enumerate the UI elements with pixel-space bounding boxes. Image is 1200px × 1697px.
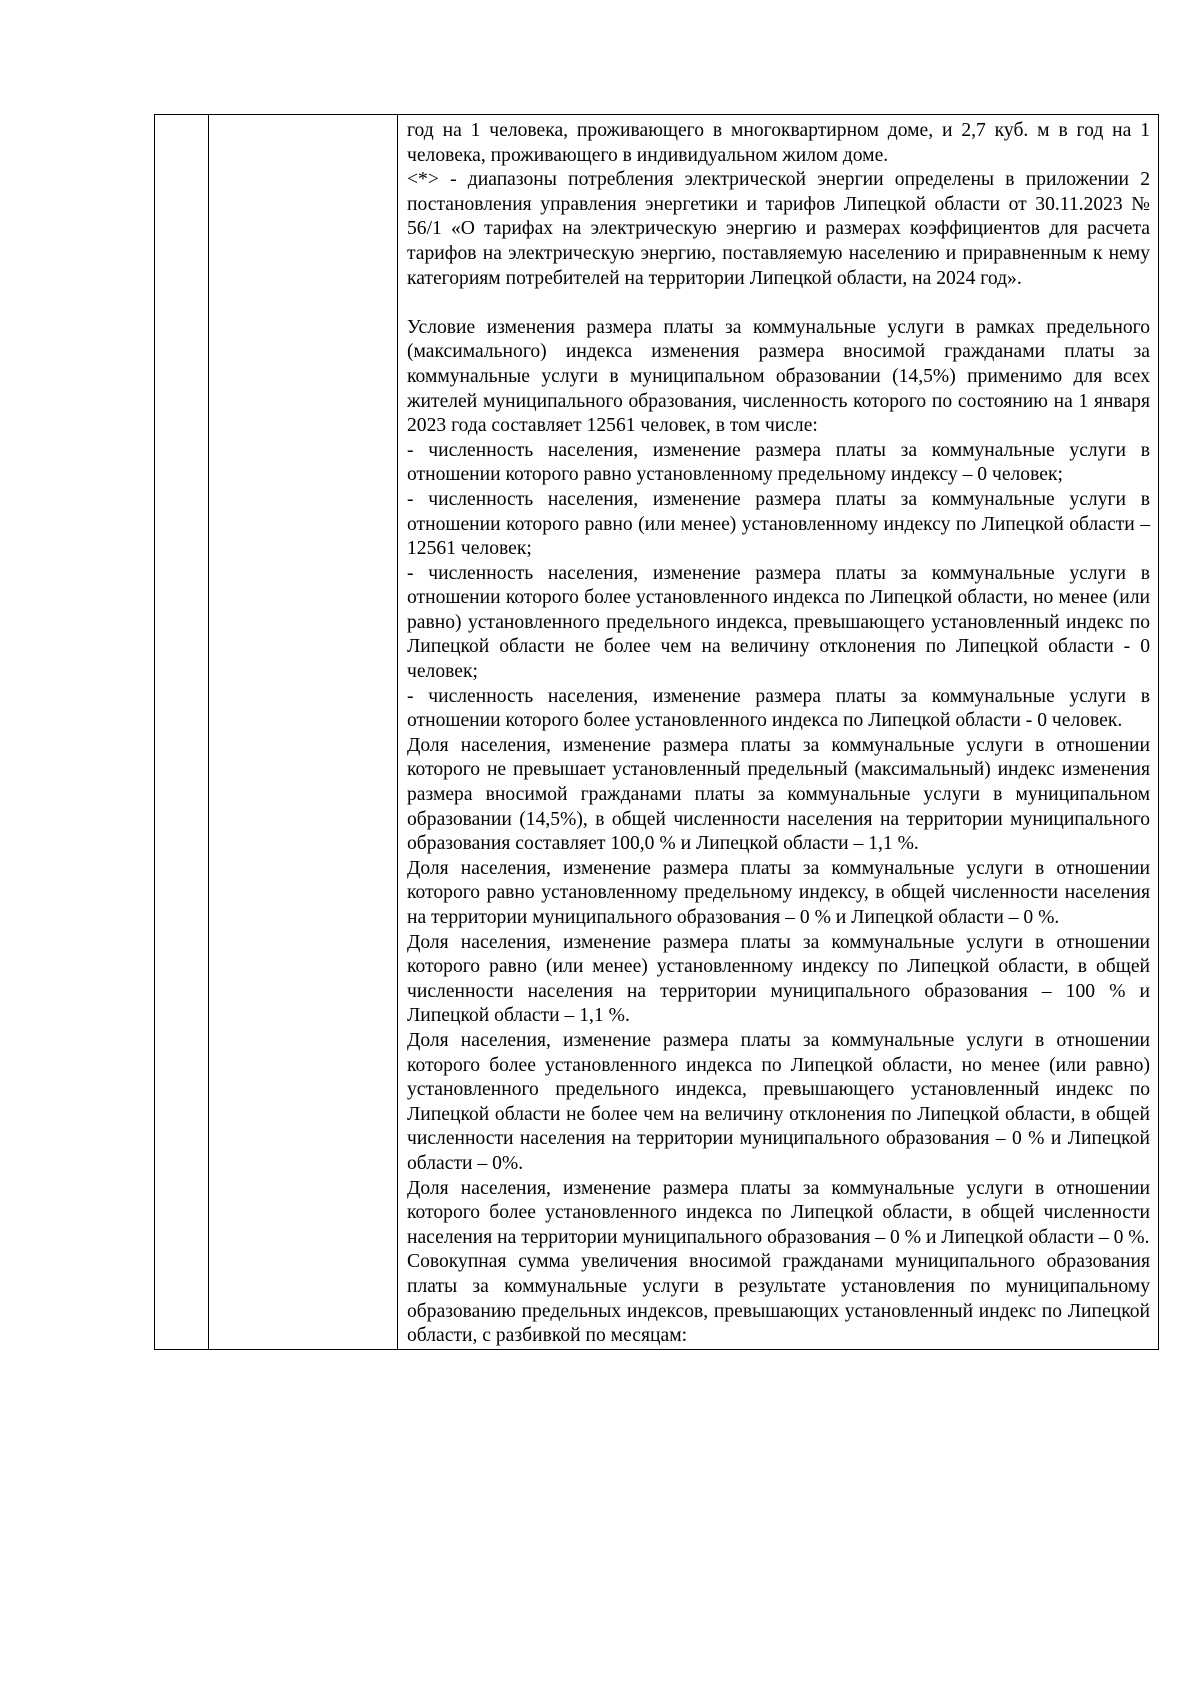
list-item-population-below-region-index: - численность населения, изменение размера платы за коммунальные услуги в отношении которого равно (или менее) установленному индексу по Липецкой области – 12561 человек; [407, 488, 1150, 560]
document-table [154, 114, 1159, 1350]
paragraph-share-within-deviation: Доля населения, изменение размера платы за коммунальные услуги в отношении которого более установленного индекса по Липецкой области, но менее (или равно) установленного предельного индекса, превышающего установленный индекс по Липецкой области не более чем на величину отклонения по Липецкой области, в общей численности населения на территории муниципального образования – 0 % и Липецкой области – 0%. [407, 1029, 1150, 1174]
paragraph-share-below-region-index: Доля населения, изменение размера платы за коммунальные услуги в отношении которого равно (или менее) установленному индексу по Липецкой области, в общей численности населения на территории муниципального образования – 100 % и Липецкой области – 1,1 %. [407, 931, 1150, 1027]
table-cell-name [209, 115, 398, 1350]
paragraph-footnote-electricity: <*> - диапазоны потребления электрической энергии определены в приложении 2 постановления управления энергетики и тарифов Липецкой области от 30.11.2023 № 56/1 «О тарифах на электрическую энергию и размерах коэффициентов для расчета тарифов на электрическую энергию, поставляемую населению и приравненным к нему категориям потребителей на территории Липецкой области, на 2024 год». [407, 169, 1150, 289]
table-row [155, 115, 1159, 1350]
paragraph-condition: Условие изменения размера платы за коммунальные услуги в рамках предельного (максимального) индекса изменения размера вносимой гражданами платы за коммунальные услуги в муниципальном образовании (14,5%) применимо для всех жителей муниципального образования, численность которого по состоянию на 1 января 2023 года составляет 12561 человек, в том числе: [407, 316, 1150, 437]
paragraph-share-equal-limit: Доля населения, изменение размера платы за коммунальные услуги в отношении которого равно установленному предельному индексу, в общей численности населения на территории муниципального образования – 0 % и Липецкой области – 0 %. [407, 857, 1150, 928]
list-item-population-equal-limit: - численность населения, изменение размера платы за коммунальные услуги в отношении которого равно установленному предельному индексу – 0 человек; [407, 439, 1150, 486]
table-cell-content [398, 115, 1159, 1350]
paragraph-spacer [407, 291, 1150, 316]
paragraph-total-increase: Совокупная сумма увеличения вносимой гражданами муниципального образования платы за коммунальные услуги в результате установления по муниципальному образованию предельных индексов, превышающих установленный индекс по Липецкой области, с разбивкой по месяцам: [407, 1251, 1150, 1347]
paragraph-share-not-exceeding: Доля населения, изменение размера платы за коммунальные услуги в отношении которого не превышает установленный предельный (максимальный) индекс изменения размера вносимой гражданами платы за коммунальные услуги в муниципальном образовании (14,5%), в общей численности населения на территории муниципального образования составляет 100,0 % и Липецкой области – 1,1 %. [407, 734, 1150, 855]
paragraph-per-capita-norm: год на 1 человека, проживающего в многоквартирном доме, и 2,7 куб. м в год на 1 человека, проживающего в индивидуальном жилом доме. [407, 120, 1150, 166]
list-item-population-above-region-index: - численность населения, изменение размера платы за коммунальные услуги в отношении которого более установленного индекса по Липецкой области - 0 человек. [407, 685, 1150, 732]
list-item-population-within-deviation: - численность населения, изменение размера платы за коммунальные услуги в отношении которого более установленного индекса по Липецкой области, но менее (или равно) установленного предельного индекса, превышающего установленный индекс по Липецкой области не более чем на величину отклонения по Липецкой области - 0 человек; [407, 562, 1150, 683]
paragraph-share-above-region-index: Доля населения, изменение размера платы за коммунальные услуги в отношении которого более установленного индекса по Липецкой области, в общей численности населения на территории муниципального образования – 0 % и Липецкой области – 0 %. [407, 1177, 1150, 1248]
table-cell-number [155, 115, 209, 1350]
